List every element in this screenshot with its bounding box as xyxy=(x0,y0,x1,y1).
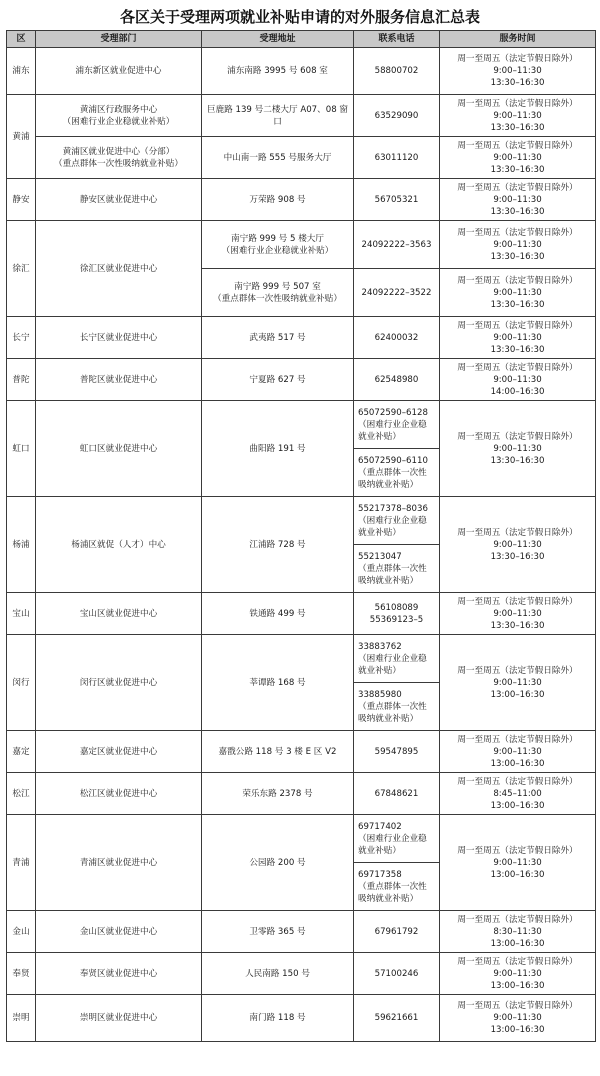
table-row xyxy=(7,95,596,137)
phone-cell-line: （困难行业企业稳 xyxy=(358,833,427,844)
phone-cell-line: 57100246 xyxy=(374,968,419,979)
district-cell: 宝山 xyxy=(7,593,36,635)
address-cell-line: 南宁路 999 号 507 室 xyxy=(234,281,321,292)
hours-cell xyxy=(440,317,596,359)
phone-cell-line: 24092222–3563 xyxy=(361,239,432,250)
hours-weekdays: 周一至周五（法定节假日除外） xyxy=(457,845,578,856)
phone-cell xyxy=(354,317,440,359)
address-cell-line: 武夷路 517 号 xyxy=(249,332,306,343)
phone-cell-line: 63529090 xyxy=(374,110,419,121)
phone-cell xyxy=(354,911,440,953)
phone-cell-line: 33883762 xyxy=(358,641,402,652)
hours-weekdays: 周一至周五（法定节假日除外） xyxy=(457,665,578,676)
phone-cell-line: 62548980 xyxy=(374,374,419,385)
service-info-table-container xyxy=(6,30,596,1042)
phone-cell-line: （重点群体一次性 xyxy=(358,881,427,892)
hours-weekdays: 周一至周五（法定节假日除外） xyxy=(457,596,578,607)
address-cell-line: 铁通路 499 号 xyxy=(249,608,306,619)
address-cell xyxy=(202,497,354,593)
phone-cell xyxy=(354,953,440,995)
hours-time-range: 13:30–16:30 xyxy=(490,164,545,175)
phone-cell xyxy=(354,635,440,683)
district-cell: 浦东 xyxy=(7,48,36,95)
table-row xyxy=(7,317,596,359)
hours-time-range: 13:00–16:30 xyxy=(490,800,545,811)
header-phone: 联系电话 xyxy=(354,31,440,48)
department-cell-line: 杨浦区就促（人才）中心 xyxy=(71,539,166,550)
hours-time-range: 13:30–16:30 xyxy=(490,122,545,133)
department-cell xyxy=(36,179,202,221)
district-cell: 嘉定 xyxy=(7,731,36,773)
phone-cell-line: （困难行业企业稳 xyxy=(358,419,427,430)
department-cell xyxy=(36,593,202,635)
phone-cell xyxy=(354,497,440,545)
phone-cell xyxy=(354,95,440,137)
address-cell xyxy=(202,179,354,221)
address-cell-line: 公园路 200 号 xyxy=(249,857,306,868)
district-cell: 虹口 xyxy=(7,401,36,497)
hours-time-range: 13:30–16:30 xyxy=(490,551,545,562)
address-cell xyxy=(202,731,354,773)
phone-cell xyxy=(354,815,440,863)
table-row xyxy=(7,815,596,863)
hours-time-range: 9:00–11:30 xyxy=(493,539,542,550)
hours-time-range: 13:00–16:30 xyxy=(490,689,545,700)
hours-cell xyxy=(440,731,596,773)
hours-weekdays: 周一至周五（法定节假日除外） xyxy=(457,182,578,193)
phone-cell-line: 吸纳就业补贴） xyxy=(358,713,419,724)
department-cell-line: 闵行区就业促进中心 xyxy=(79,677,158,688)
department-cell-line: 黄浦区就业促进中心（分部） xyxy=(62,146,175,157)
hours-time-range: 9:00–11:30 xyxy=(493,332,542,343)
hours-time-range: 9:00–11:30 xyxy=(493,746,542,757)
address-cell xyxy=(202,401,354,497)
hours-time-range: 8:30–11:30 xyxy=(493,926,542,937)
phone-cell-line: 56108089 xyxy=(374,602,419,613)
hours-weekdays: 周一至周五（法定节假日除外） xyxy=(457,734,578,745)
hours-time-range: 9:00–11:30 xyxy=(493,677,542,688)
address-cell-line: 口 xyxy=(273,116,282,127)
hours-weekdays: 周一至周五（法定节假日除外） xyxy=(457,54,578,64)
service-info-table xyxy=(6,30,596,1042)
table-row xyxy=(7,359,596,401)
address-cell xyxy=(202,359,354,401)
phone-cell xyxy=(354,593,440,635)
page-title: 各区关于受理两项就业补贴申请的对外服务信息汇总表 xyxy=(119,8,480,26)
hours-time-range: 13:30–16:30 xyxy=(490,299,545,310)
phone-cell-line: 就业补贴） xyxy=(358,845,401,856)
department-cell xyxy=(36,911,202,953)
address-cell-line: 宁夏路 627 号 xyxy=(249,374,306,385)
department-cell xyxy=(36,635,202,731)
department-cell xyxy=(36,137,202,179)
hours-time-range: 13:30–16:30 xyxy=(490,78,545,88)
phone-cell-line: 63011120 xyxy=(374,152,419,163)
hours-time-range: 9:00–11:30 xyxy=(493,194,542,205)
phone-cell xyxy=(354,545,440,593)
hours-weekdays: 周一至周五（法定节假日除外） xyxy=(457,275,578,286)
address-cell xyxy=(202,593,354,635)
hours-time-range: 13:30–16:30 xyxy=(490,251,545,262)
address-cell-line: （困难行业企业稳就业补贴） xyxy=(221,245,334,256)
phone-cell-line: 67848621 xyxy=(374,788,419,799)
hours-time-range: 13:00–16:30 xyxy=(490,938,545,949)
address-cell xyxy=(202,995,354,1042)
department-cell-line: 普陀区就业促进中心 xyxy=(79,374,158,385)
phone-cell-line: 吸纳就业补贴） xyxy=(358,893,419,904)
table-row xyxy=(7,179,596,221)
address-cell-line: 荣乐东路 2378 号 xyxy=(242,788,313,799)
phone-cell-line: 69717358 xyxy=(358,869,402,880)
department-cell-line: 嘉定区就业促进中心 xyxy=(79,746,158,757)
address-cell-line: 莘谭路 168 号 xyxy=(249,677,306,688)
table-row xyxy=(7,593,596,635)
address-cell-line: 巨鹿路 139 号二楼大厅 A07、08 窗 xyxy=(206,104,349,115)
phone-cell xyxy=(354,995,440,1042)
department-cell-line: （困难行业企业稳就业补贴） xyxy=(62,116,175,127)
phone-cell-line: （困难行业企业稳 xyxy=(358,515,427,526)
phone-cell-line: 65072590–6128 xyxy=(358,407,428,418)
address-cell-line: 南门路 118 号 xyxy=(249,1013,306,1023)
hours-cell xyxy=(440,953,596,995)
hours-time-range: 13:30–16:30 xyxy=(490,344,545,355)
district-cell: 长宁 xyxy=(7,317,36,359)
hours-weekdays: 周一至周五（法定节假日除外） xyxy=(457,98,578,109)
address-cell xyxy=(202,911,354,953)
address-cell xyxy=(202,221,354,269)
phone-cell-line: 65072590–6110 xyxy=(358,455,428,466)
department-cell-line: 崇明区就业促进中心 xyxy=(79,1013,158,1023)
department-cell xyxy=(36,401,202,497)
hours-cell xyxy=(440,773,596,815)
department-cell-line: 青浦区就业促进中心 xyxy=(79,857,158,868)
table-row xyxy=(7,635,596,683)
table-row xyxy=(7,953,596,995)
district-cell: 崇明 xyxy=(7,995,36,1042)
phone-cell-line: 吸纳就业补贴） xyxy=(358,479,419,490)
address-cell xyxy=(202,95,354,137)
hours-time-range: 9:00–11:30 xyxy=(493,968,542,979)
phone-cell xyxy=(354,137,440,179)
phone-cell xyxy=(354,773,440,815)
phone-cell-line: 69717402 xyxy=(358,821,402,832)
hours-weekdays: 周一至周五（法定节假日除外） xyxy=(457,776,578,787)
hours-time-range: 13:30–16:30 xyxy=(490,455,545,466)
address-cell-line: 嘉戬公路 118 号 3 楼 E 区 V2 xyxy=(218,746,337,757)
district-cell: 金山 xyxy=(7,911,36,953)
department-cell xyxy=(36,221,202,317)
phone-cell-line: 58800702 xyxy=(374,66,419,76)
phone-cell-line: 55213047 xyxy=(358,551,402,562)
address-cell-line: 江浦路 728 号 xyxy=(249,539,306,550)
hours-cell xyxy=(440,497,596,593)
hours-cell xyxy=(440,48,596,95)
address-cell xyxy=(202,48,354,95)
hours-weekdays: 周一至周五（法定节假日除外） xyxy=(457,362,578,373)
department-cell xyxy=(36,773,202,815)
department-cell-line: 长宁区就业促进中心 xyxy=(79,332,158,343)
phone-cell xyxy=(354,449,440,497)
address-cell-line: 南宁路 999 号 5 楼大厅 xyxy=(231,233,324,244)
phone-cell xyxy=(354,269,440,317)
phone-cell-line: 就业补贴） xyxy=(358,527,401,538)
address-cell xyxy=(202,773,354,815)
department-cell-line: 奉贤区就业促进中心 xyxy=(79,968,158,979)
department-cell-line: 松江区就业促进中心 xyxy=(79,788,158,799)
table-row xyxy=(7,497,596,545)
phone-cell-line: （重点群体一次性 xyxy=(358,467,427,478)
hours-cell xyxy=(440,593,596,635)
phone-cell-line: 33885980 xyxy=(358,689,402,700)
phone-cell-line: 59621661 xyxy=(374,1013,419,1023)
department-cell-line: 虹口区就业促进中心 xyxy=(79,443,158,454)
header-hours: 服务时间 xyxy=(440,31,596,48)
hours-cell xyxy=(440,815,596,911)
address-cell xyxy=(202,953,354,995)
header-district: 区 xyxy=(7,31,36,48)
department-cell-line: （重点群体一次性吸纳就业补贴） xyxy=(54,158,183,169)
department-cell-line: 宝山区就业促进中心 xyxy=(79,608,158,619)
phone-cell-line: （重点群体一次性 xyxy=(358,563,427,574)
district-cell: 黄浦 xyxy=(7,95,36,179)
district-cell: 松江 xyxy=(7,773,36,815)
hours-time-range: 9:00–11:30 xyxy=(493,152,542,163)
department-cell-line: 金山区就业促进中心 xyxy=(79,926,158,937)
phone-cell xyxy=(354,401,440,449)
hours-weekdays: 周一至周五（法定节假日除外） xyxy=(457,320,578,331)
table-row xyxy=(7,995,596,1042)
table-row xyxy=(7,221,596,269)
table-body xyxy=(7,48,596,1042)
address-cell-line: 曲阳路 191 号 xyxy=(249,443,306,454)
hours-time-range: 13:00–16:30 xyxy=(490,869,545,880)
hours-weekdays: 周一至周五（法定节假日除外） xyxy=(457,914,578,925)
district-cell: 杨浦 xyxy=(7,497,36,593)
phone-cell xyxy=(354,179,440,221)
phone-cell-line: 吸纳就业补贴） xyxy=(358,575,419,586)
hours-cell xyxy=(440,635,596,731)
department-cell xyxy=(36,95,202,137)
hours-cell xyxy=(440,221,596,269)
phone-cell-line: 就业补贴） xyxy=(358,665,401,676)
district-cell: 徐汇 xyxy=(7,221,36,317)
department-cell xyxy=(36,497,202,593)
address-cell-line: 万荣路 908 号 xyxy=(249,194,306,205)
department-cell-line: 徐汇区就业促进中心 xyxy=(79,263,158,274)
district-cell: 普陀 xyxy=(7,359,36,401)
department-cell xyxy=(36,359,202,401)
table-row xyxy=(7,48,596,95)
district-cell: 闵行 xyxy=(7,635,36,731)
hours-time-range: 9:00–11:30 xyxy=(493,1013,542,1023)
address-cell-line: 中山南一路 555 号服务大厅 xyxy=(223,152,332,163)
address-cell-line: 人民南路 150 号 xyxy=(245,968,310,979)
table-row xyxy=(7,137,596,179)
phone-cell xyxy=(354,731,440,773)
department-cell xyxy=(36,953,202,995)
phone-cell xyxy=(354,863,440,911)
address-cell xyxy=(202,269,354,317)
department-cell-line: 黄浦区行政服务中心 xyxy=(79,104,158,115)
header-department: 受理部门 xyxy=(36,31,202,48)
phone-cell-line: 55217378–8036 xyxy=(358,503,428,514)
hours-weekdays: 周一至周五（法定节假日除外） xyxy=(457,227,578,238)
table-row xyxy=(7,401,596,449)
phone-cell-line: 67961792 xyxy=(374,926,419,937)
address-cell-line: （重点群体一次性吸纳就业补贴） xyxy=(213,293,342,304)
hours-time-range: 13:00–16:30 xyxy=(490,1025,545,1035)
phone-cell-line: 55369123–5 xyxy=(369,614,424,625)
district-cell: 静安 xyxy=(7,179,36,221)
hours-weekdays: 周一至周五（法定节假日除外） xyxy=(457,527,578,538)
address-cell xyxy=(202,815,354,911)
phone-cell-line: （重点群体一次性 xyxy=(358,701,427,712)
hours-weekdays: 周一至周五（法定节假日除外） xyxy=(457,1001,578,1011)
phone-cell-line: （困难行业企业稳 xyxy=(358,653,427,664)
header-address: 受理地址 xyxy=(202,31,354,48)
phone-cell-line: 62400032 xyxy=(374,332,419,343)
phone-cell-line: 56705321 xyxy=(374,194,419,205)
phone-cell xyxy=(354,683,440,731)
address-cell xyxy=(202,635,354,731)
hours-cell xyxy=(440,137,596,179)
address-cell xyxy=(202,317,354,359)
hours-time-range: 13:00–16:30 xyxy=(490,980,545,991)
hours-time-range: 13:30–16:30 xyxy=(490,206,545,217)
department-cell xyxy=(36,48,202,95)
department-cell xyxy=(36,731,202,773)
phone-cell-line: 59547895 xyxy=(374,746,419,757)
phone-cell-line: 24092222–3522 xyxy=(361,287,432,298)
district-cell: 青浦 xyxy=(7,815,36,911)
phone-cell xyxy=(354,48,440,95)
address-cell xyxy=(202,137,354,179)
table-row xyxy=(7,731,596,773)
address-cell-line: 卫零路 365 号 xyxy=(249,926,306,937)
table-header-row xyxy=(7,31,596,48)
hours-time-range: 14:00–16:30 xyxy=(490,386,545,397)
hours-time-range: 13:30–16:30 xyxy=(490,620,545,631)
department-cell xyxy=(36,815,202,911)
hours-weekdays: 周一至周五（法定节假日除外） xyxy=(457,140,578,151)
phone-cell-line: 就业补贴） xyxy=(358,431,401,442)
hours-time-range: 9:00–11:30 xyxy=(493,66,542,76)
hours-time-range: 9:00–11:30 xyxy=(493,443,542,454)
phone-cell xyxy=(354,359,440,401)
phone-cell xyxy=(354,221,440,269)
hours-cell xyxy=(440,269,596,317)
district-cell: 奉贤 xyxy=(7,953,36,995)
department-cell xyxy=(36,995,202,1042)
hours-time-range: 8:45–11:00 xyxy=(493,788,542,799)
hours-time-range: 9:00–11:30 xyxy=(493,374,542,385)
department-cell-line: 静安区就业促进中心 xyxy=(79,194,158,205)
hours-time-range: 13:00–16:30 xyxy=(490,758,545,769)
department-cell xyxy=(36,317,202,359)
hours-weekdays: 周一至周五（法定节假日除外） xyxy=(457,956,578,967)
hours-cell xyxy=(440,359,596,401)
hours-cell xyxy=(440,995,596,1042)
address-cell-line: 浦东南路 3995 号 608 室 xyxy=(227,66,328,76)
hours-time-range: 9:00–11:30 xyxy=(493,287,542,298)
hours-time-range: 9:00–11:30 xyxy=(493,110,542,121)
table-row xyxy=(7,773,596,815)
hours-cell xyxy=(440,179,596,221)
hours-time-range: 9:00–11:30 xyxy=(493,608,542,619)
hours-time-range: 9:00–11:30 xyxy=(493,239,542,250)
hours-cell xyxy=(440,95,596,137)
hours-cell xyxy=(440,401,596,497)
hours-time-range: 9:00–11:30 xyxy=(493,857,542,868)
department-cell-line: 浦东新区就业促进中心 xyxy=(75,66,162,76)
hours-cell xyxy=(440,911,596,953)
hours-weekdays: 周一至周五（法定节假日除外） xyxy=(457,431,578,442)
table-row xyxy=(7,911,596,953)
